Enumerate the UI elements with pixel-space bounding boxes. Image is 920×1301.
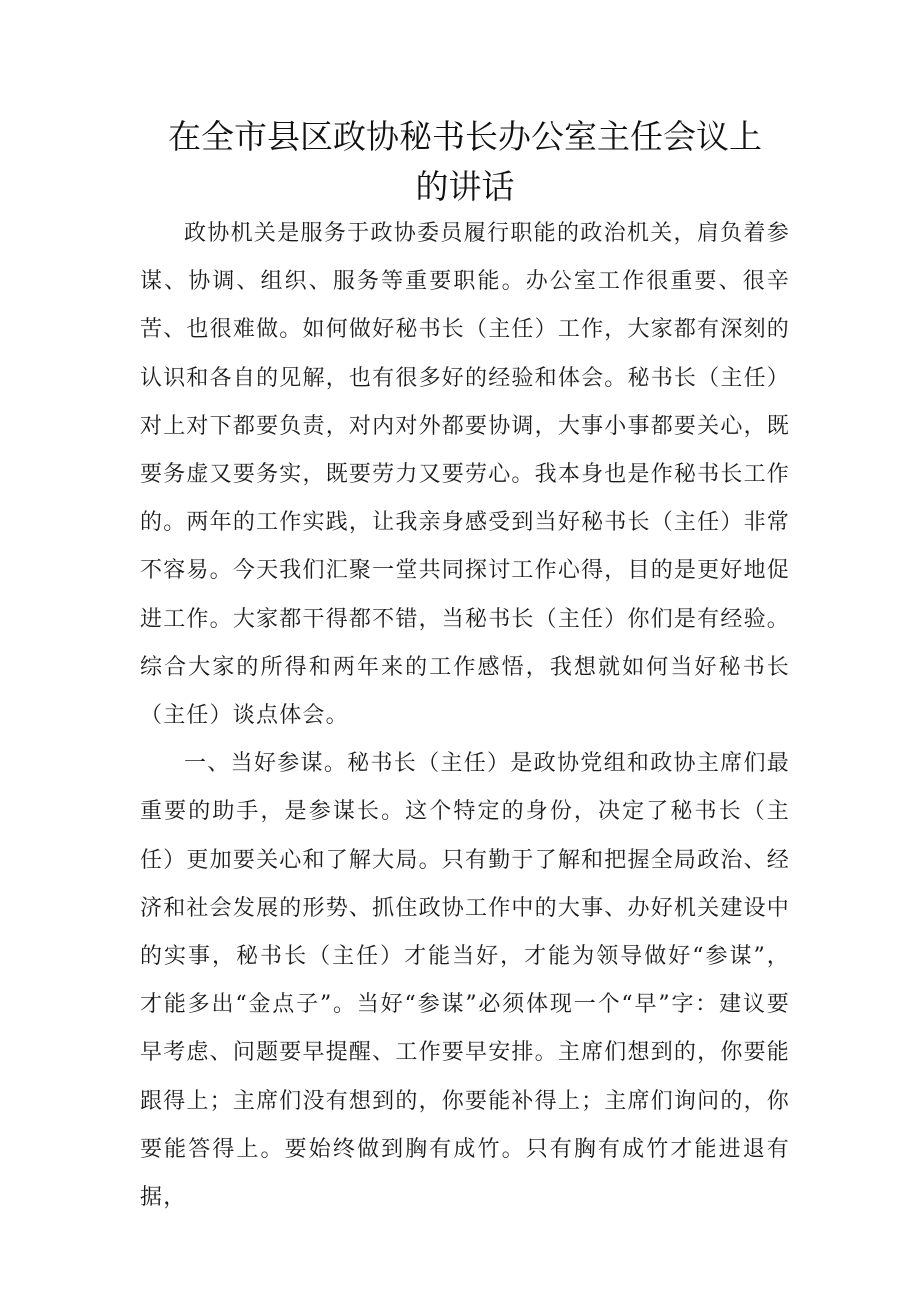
document-title [140, 112, 790, 212]
document-body [140, 210, 790, 1222]
title-line-2: 的讲话 [415, 167, 515, 206]
title-line-1: 在全市县区政协秘书长办公室主任会议上 [168, 117, 762, 156]
paragraph-section-1: 一、当好参谋。秘书长（主任）是政协党组和政协主席们最重要的助手，是参谋长。这个特定的身份，决定了秘书长（主任）更加要关心和了解大局。只有勤于了解和把握全局政治、经济和社会发展的形势、抓住政协工作中的大事、办好机关建设中的实事，秘书长（主任）才能当好，才能为领导做好“参谋”，才能多出“金点子”。当好“参谋”必须体现一个“早”字：建议要早考虑、问题要早提醒、工作要早安排。主席们想到的，你要能跟得上；主席们没有想到的，你要能补得上；主席们询问的，你要能答得上。要始终做到胸有成竹。只有胸有成竹才能进退有据， [140, 751, 790, 1211]
paragraph-intro: 政协机关是服务于政协委员履行职能的政治机关，肩负着参谋、协调、组织、服务等重要职能。办公室工作很重要、很辛苦、也很难做。如何做好秘书长（主任）工作，大家都有深刻的认识和各自的见解，也有很多好的经验和体会。秘书长（主任）对上对下都要负责，对内对外都要协调，大事小事都要关心，既要务虚又要务实，既要劳力又要劳心。我本身也是作秘书长工作的。两年的工作实践，让我亲身感受到当好秘书长（主任）非常不容易。今天我们汇聚一堂共同探讨工作心得，目的是更好地促进工作。大家都干得都不错，当秘书长（主任）你们是有经验。综合大家的所得和两年来的工作感悟，我想就如何当好秘书长（主任）谈点体会。 [140, 221, 790, 729]
